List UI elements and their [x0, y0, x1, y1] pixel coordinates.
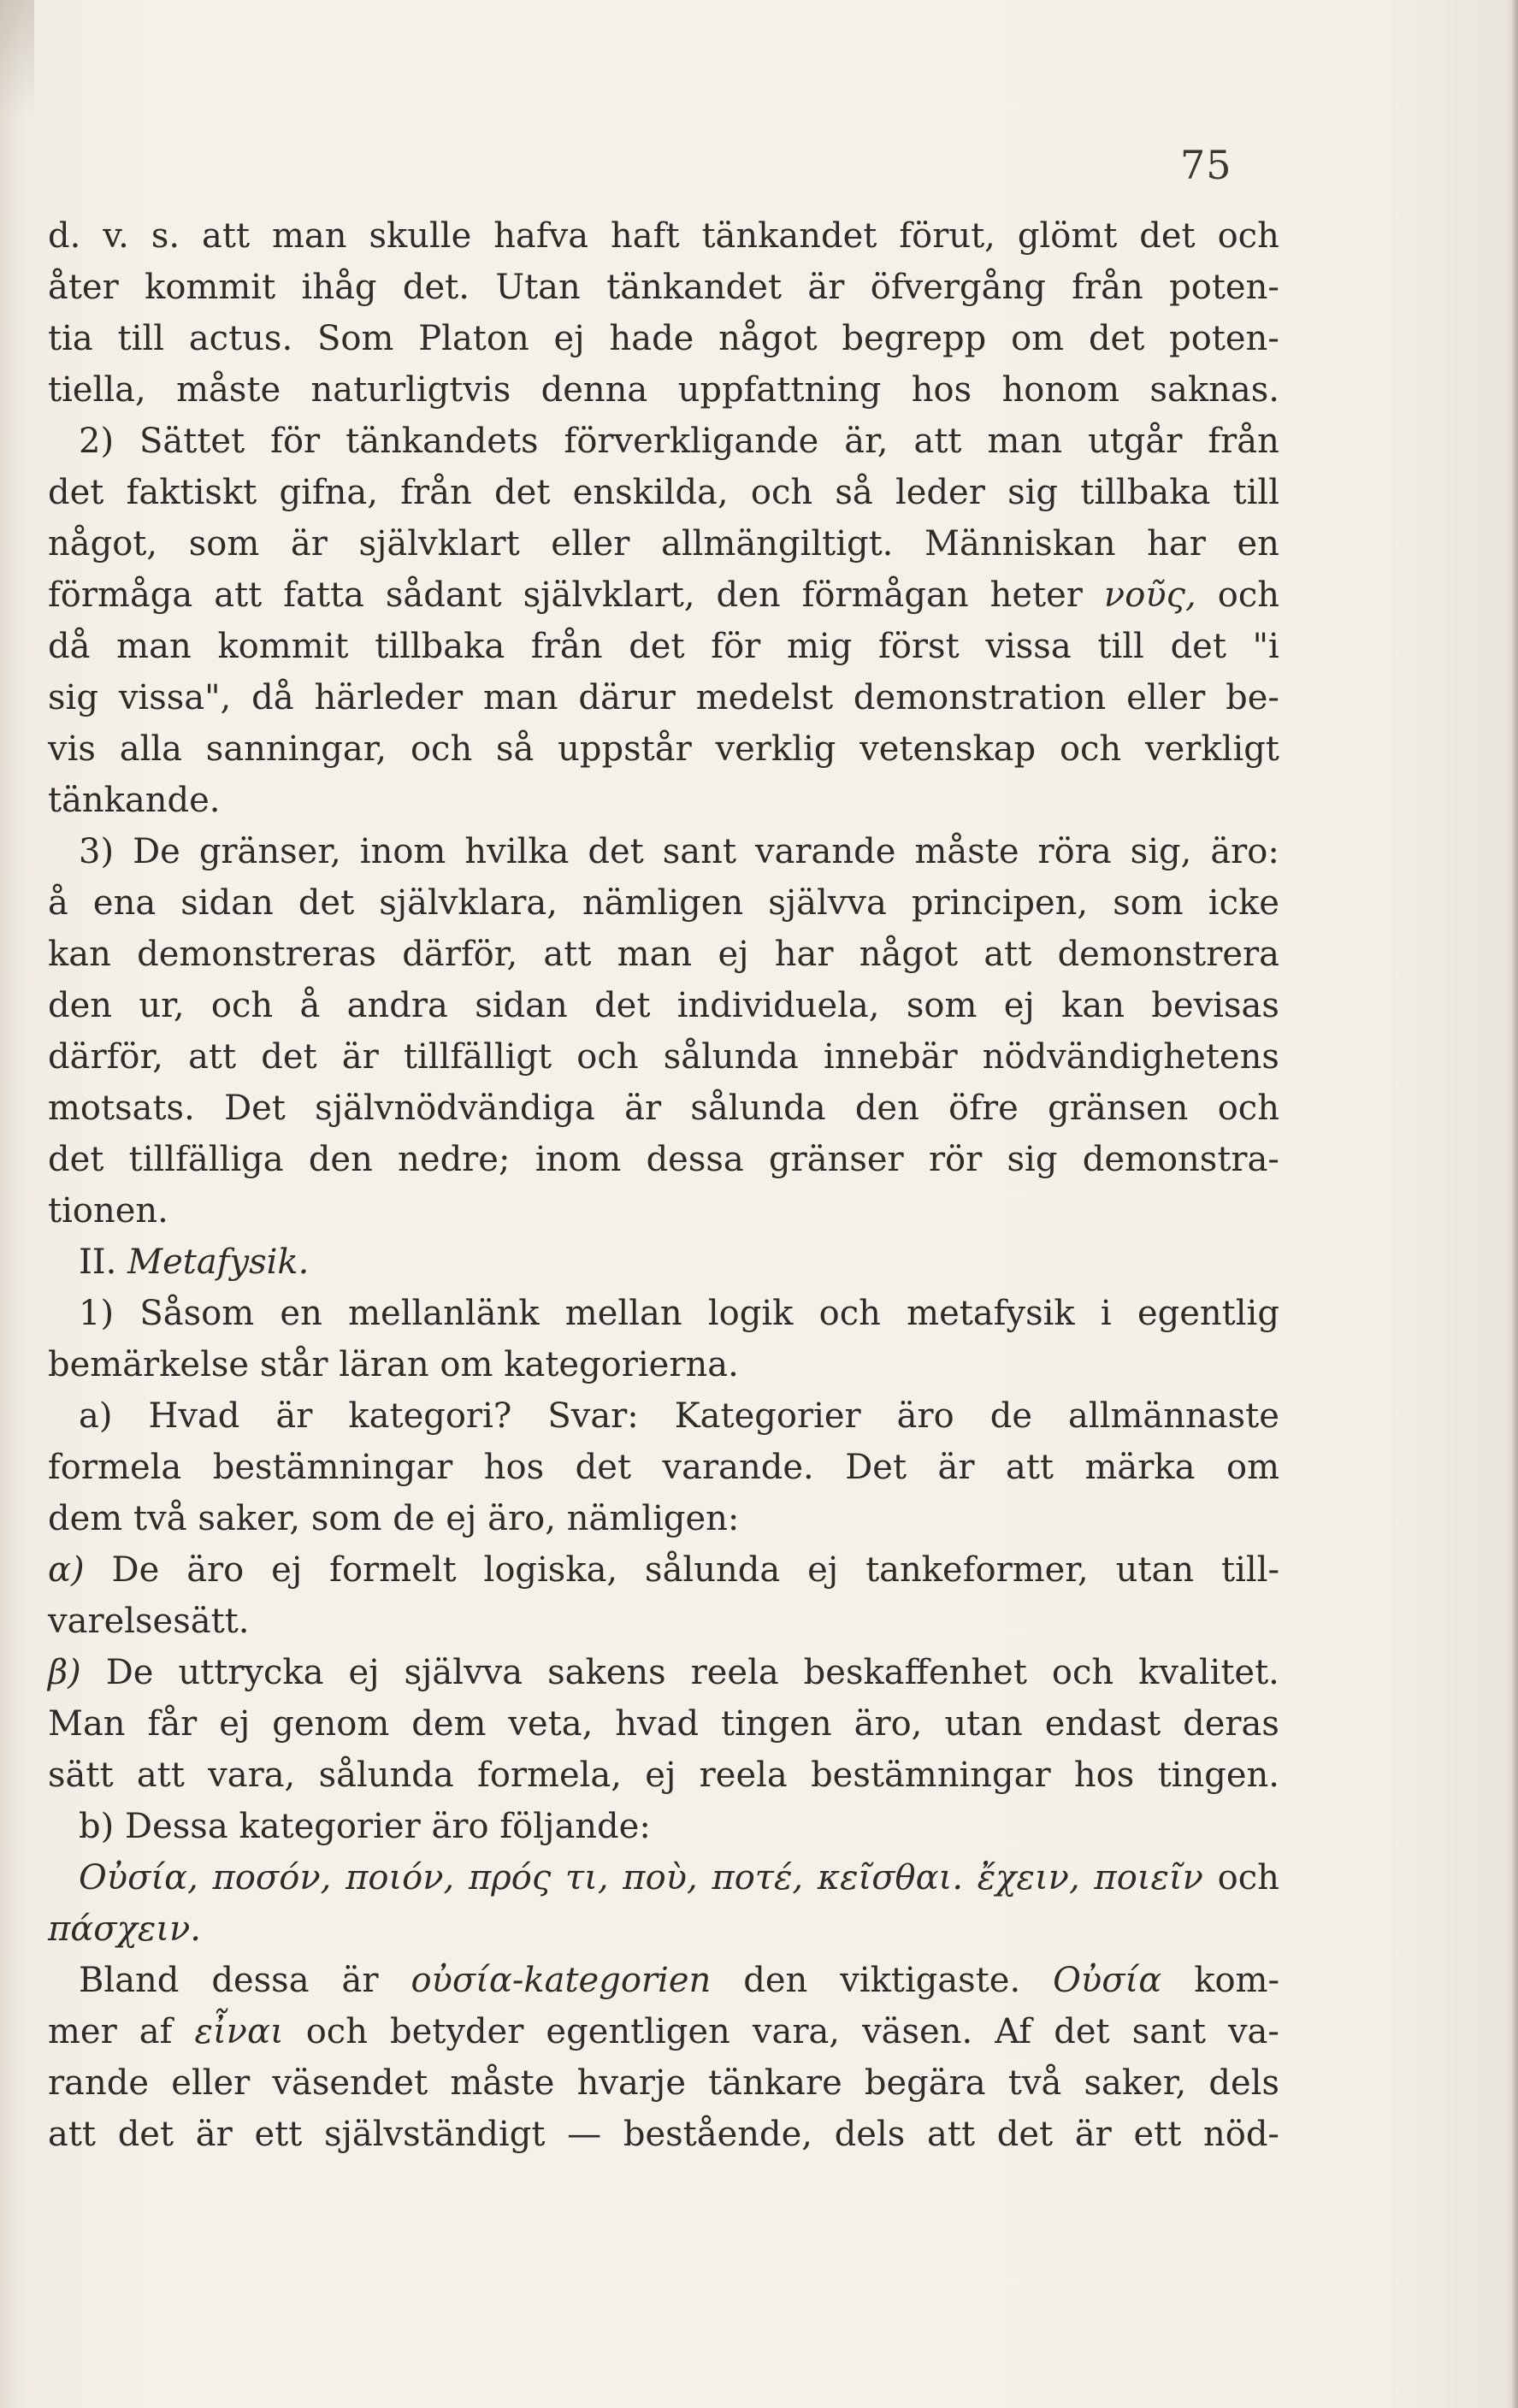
text-line: tia till actus. Som Platon ej hade något begrepp om det poten-: [48, 319, 1279, 358]
text-line: sig vissa", då härleder man därur medelst demonstration eller be-: [48, 678, 1279, 717]
text-line: sätt att vara, sålunda formela, ej reela bestämningar hos tingen.: [48, 1756, 1279, 1795]
text-line: d. v. s. att man skulle hafva haft tänkandet förut, glömt det och: [48, 216, 1279, 256]
text-line: Man får ej genom dem veta, hvad tingen äro, utan endast deras: [48, 1704, 1279, 1744]
text-line: å ena sidan det självklara, nämligen självva principen, som icke: [48, 883, 1279, 923]
text-line: åter kommit ihåg det. Utan tänkandet är öfvergång från poten-: [48, 268, 1279, 307]
text-line: α) De äro ej formelt logiska, sålunda ej tankeformer, utan till-: [48, 1550, 1279, 1590]
text-line: det tillfälliga den nedre; inom dessa gränser rör sig demonstra-: [48, 1140, 1279, 1179]
text-line: den ur, och å andra sidan det individuela, som ej kan bevisas: [48, 986, 1279, 1025]
text-line: det faktiskt gifna, från det enskilda, och så leder sig tillbaka till: [48, 473, 1279, 512]
text-line: 2) Sättet för tänkandets förverkligande är, att man utgår från: [79, 422, 1279, 461]
text-line: något, som är självklart eller allmängiltigt. Människan har en: [48, 524, 1279, 564]
text-line: formela bestämningar hos det varande. Det är att märka om: [48, 1448, 1279, 1487]
text-line: 3) De gränser, inom hvilka det sant varande måste röra sig, äro:: [79, 832, 1279, 871]
text-line: då man kommit tillbaka från det för mig först vissa till det "i: [48, 627, 1279, 666]
text-line: 1) Såsom en mellanlänk mellan logik och metafysik i egentlig: [79, 1294, 1279, 1333]
body-text: [48, 210, 1279, 2160]
page-edge-shadow: [1511, 0, 1518, 2408]
text-line: II. Metafysik.: [79, 1242, 310, 1282]
text-line: tionen.: [48, 1191, 168, 1231]
text-line: kan demonstreras därför, att man ej har något att demonstrera: [48, 935, 1279, 974]
text-line: varelsesätt.: [48, 1602, 250, 1641]
text-line: πάσχειν.: [48, 1909, 202, 1949]
text-line: motsats. Det självnödvändiga är sålunda den öfre gränsen och: [48, 1089, 1279, 1128]
text-line: bemärkelse står läran om kategorierna.: [48, 1345, 739, 1384]
text-line: Οὐσία, ποσόν, ποιόν, πρός τι, ποὺ, ποτέ, κεῖσθαι. ἔχειν, ποιεῖν och: [79, 1858, 1279, 1897]
page-number: 75: [1180, 142, 1232, 188]
text-line: att det är ett självständigt — bestående, dels att det är ett nöd-: [48, 2115, 1279, 2154]
text-line: mer af εἶναι och betyder egentligen vara, väsen. Af det sant va-: [48, 2012, 1279, 2051]
text-line: a) Hvad är kategori? Svar: Kategorier äro de allmännaste: [79, 1396, 1279, 1436]
text-line: Bland dessa är οὐσία-kategorien den viktigaste. Οὐσία kom-: [79, 1961, 1279, 2000]
text-line: rande eller väsendet måste hvarje tänkare begära två saker, dels: [48, 2063, 1279, 2103]
text-line: därför, att det är tillfälligt och sålunda innebär nödvändighetens: [48, 1037, 1279, 1077]
text-line: dem två saker, som de ej äro, nämligen:: [48, 1499, 740, 1538]
text-line: tiella, måste naturligtvis denna uppfattning hos honom saknas.: [48, 370, 1279, 410]
text-line: vis alla sanningar, och så uppstår verklig vetenskap och verkligt: [48, 729, 1279, 769]
page-stain: [0, 0, 34, 120]
text-line: b) Dessa kategorier äro följande:: [79, 1807, 651, 1846]
text-line: tänkande.: [48, 781, 221, 820]
text-line: förmåga att fatta sådant självklart, den förmågan heter νοῦς, och: [48, 575, 1279, 615]
text-line: β) De uttrycka ej självva sakens reela beskaffenhet och kvalitet.: [48, 1653, 1279, 1692]
